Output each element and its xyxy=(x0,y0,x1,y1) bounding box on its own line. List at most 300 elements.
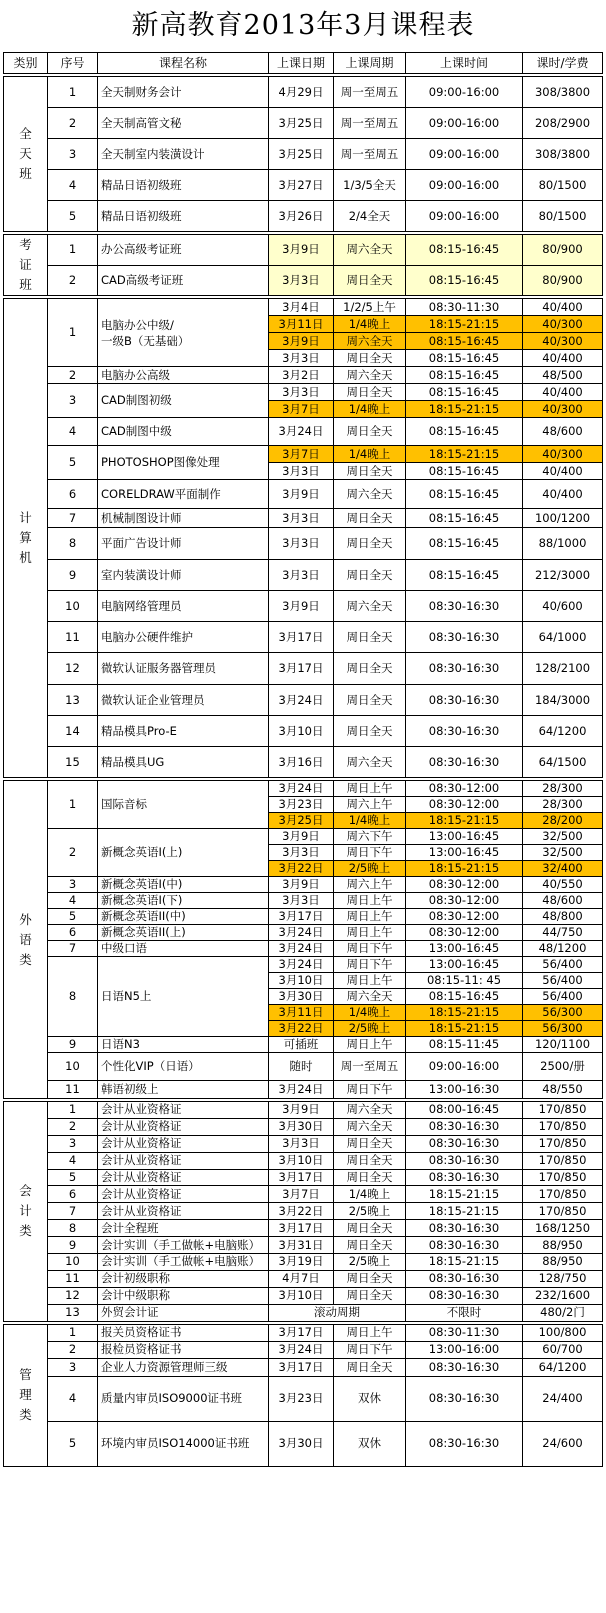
schedule-cell: 周日上午 xyxy=(334,781,406,797)
course-name-cell: 办公高级考证班 xyxy=(98,235,269,266)
start-date-cell: 3月25日 xyxy=(269,108,334,139)
table-row xyxy=(4,108,603,139)
start-date-cell: 随时 xyxy=(269,1053,334,1081)
hours-fee-cell: 48/600 xyxy=(523,893,603,909)
schedule-cell: 周日全天 xyxy=(334,716,406,747)
category-char: 理 xyxy=(19,1387,32,1403)
course-name-cell: 电脑办公高级 xyxy=(98,367,269,384)
schedule-cell: 周日全天 xyxy=(334,560,406,591)
schedule-cell: 周日上午 xyxy=(334,1324,406,1341)
hours-fee-cell: 56/300 xyxy=(523,1021,603,1037)
schedule-cell: 1/2/5上午 xyxy=(334,299,406,316)
course-number-cell: 3 xyxy=(48,877,98,893)
hours-fee-cell: 40/300 xyxy=(523,316,603,333)
table-row xyxy=(4,1376,603,1421)
table-row xyxy=(4,1081,603,1099)
course-number-cell: 1 xyxy=(48,1102,98,1119)
course-name-cell: 微软认证服务器管理员 xyxy=(98,653,269,685)
category-char: 算 xyxy=(19,530,32,545)
category-char: 全 xyxy=(19,126,32,141)
course-name-cell: CORELDRAW平面制作 xyxy=(98,480,269,509)
course-number-cell: 7 xyxy=(48,509,98,528)
hours-fee-cell: 64/1200 xyxy=(523,716,603,747)
hours-fee-cell: 212/3000 xyxy=(523,560,603,591)
course-name-cell: 新概念英语I(上) xyxy=(98,829,269,877)
table-row xyxy=(4,418,603,446)
table-row xyxy=(4,201,603,232)
hours-fee-cell: 60/700 xyxy=(523,1341,603,1358)
class-time-cell: 09:00-16:00 xyxy=(406,170,523,201)
schedule-cell: 周日全天 xyxy=(334,1270,406,1287)
hours-fee-cell: 48/600 xyxy=(523,418,603,446)
start-date-cell: 3月17日 xyxy=(269,1324,334,1341)
table-row xyxy=(4,957,603,973)
table-row xyxy=(4,1186,603,1203)
start-date-cell: 3月3日 xyxy=(269,845,334,861)
course-number-cell: 15 xyxy=(48,747,98,778)
course-name-cell: 报关员资格证书 xyxy=(98,1324,269,1341)
table-row xyxy=(4,1037,603,1053)
table-row xyxy=(4,781,603,797)
hours-fee-cell: 232/1600 xyxy=(523,1287,603,1304)
schedule-cell: 2/5晚上 xyxy=(334,1203,406,1220)
course-name-cell: 个性化VIP（日语） xyxy=(98,1053,269,1081)
start-date-cell: 3月7日 xyxy=(269,446,334,463)
table-row xyxy=(4,1341,603,1358)
course-name-cell: 新概念英语I(中) xyxy=(98,877,269,893)
category-cell xyxy=(4,299,48,778)
category-char: 计 xyxy=(19,510,32,525)
hours-fee-cell: 40/400 xyxy=(523,384,603,401)
column-header-schedule: 上课周期 xyxy=(334,53,406,74)
schedule-cell: 周一至周五 xyxy=(334,108,406,139)
course-number-cell: 4 xyxy=(48,893,98,909)
table-row xyxy=(4,685,603,716)
course-name-cell: 日语N3 xyxy=(98,1037,269,1053)
table-row xyxy=(4,1421,603,1466)
start-date-cell: 3月10日 xyxy=(269,1287,334,1304)
schedule-cell: 周日全天 xyxy=(334,1169,406,1186)
start-date-cell: 3月25日 xyxy=(269,139,334,170)
class-time-cell: 08:15-16:45 xyxy=(406,418,523,446)
class-time-cell: 13:00-16:30 xyxy=(406,1081,523,1099)
start-date-cell: 3月24日 xyxy=(269,1341,334,1358)
category-cell xyxy=(4,235,48,296)
start-date-cell: 3月22日 xyxy=(269,1021,334,1037)
schedule-cell: 周六全天 xyxy=(334,367,406,384)
class-time-cell: 08:30-16:30 xyxy=(406,685,523,716)
start-date-cell: 3月26日 xyxy=(269,201,334,232)
course-number-cell: 14 xyxy=(48,716,98,747)
course-name-cell: 新概念英语II(中) xyxy=(98,909,269,925)
schedule-cell: 周六全天 xyxy=(334,235,406,266)
course-number-cell: 4 xyxy=(48,418,98,446)
course-name-cell: 精品日语初级班 xyxy=(98,170,269,201)
class-time-cell: 18:15-21:15 xyxy=(406,813,523,829)
class-time-cell: 08:30-16:30 xyxy=(406,1152,523,1169)
schedule-cell: 周日全天 xyxy=(334,1358,406,1376)
table-row xyxy=(4,170,603,201)
course-name-cell: CAD高级考证班 xyxy=(98,265,269,296)
hours-fee-cell: 32/500 xyxy=(523,845,603,861)
class-time-cell: 08:15-16:45 xyxy=(406,350,523,367)
course-number-cell: 2 xyxy=(48,1341,98,1358)
class-time-cell: 不限时 xyxy=(406,1304,523,1321)
table-row xyxy=(4,1304,603,1321)
start-date-cell: 3月17日 xyxy=(269,622,334,653)
table-row xyxy=(4,1169,603,1186)
class-time-cell: 13:00-16:00 xyxy=(406,1341,523,1358)
course-number-cell: 7 xyxy=(48,941,98,957)
class-time-cell: 08:30-12:00 xyxy=(406,781,523,797)
course-name-cell: 精品日语初级班 xyxy=(98,201,269,232)
schedule-cell: 周日下午 xyxy=(334,1081,406,1099)
hours-fee-cell: 308/3800 xyxy=(523,77,603,108)
start-date-cell: 3月2日 xyxy=(269,367,334,384)
class-time-cell: 08:30-16:30 xyxy=(406,1118,523,1135)
schedule-cell: 周日全天 xyxy=(334,265,406,296)
course-number-cell: 2 xyxy=(48,829,98,877)
course-number-cell: 13 xyxy=(48,685,98,716)
start-date-cell: 3月24日 xyxy=(269,418,334,446)
table-row xyxy=(4,299,603,316)
hours-fee-cell: 208/2900 xyxy=(523,108,603,139)
column-header-hours-fee: 课时/学费 xyxy=(523,53,603,74)
start-date-cell: 3月23日 xyxy=(269,1376,334,1421)
class-time-cell: 18:15-21:15 xyxy=(406,1021,523,1037)
schedule-cell: 周六上午 xyxy=(334,797,406,813)
table-row xyxy=(4,528,603,560)
schedule-cell: 周日全天 xyxy=(334,418,406,446)
table-row xyxy=(4,893,603,909)
class-time-cell: 08:30-12:00 xyxy=(406,893,523,909)
category-cell xyxy=(4,781,48,1099)
course-number-cell: 11 xyxy=(48,622,98,653)
hours-fee-cell: 88/950 xyxy=(523,1254,603,1271)
start-date-cell: 3月3日 xyxy=(269,560,334,591)
category-char: 证 xyxy=(19,257,32,272)
start-date-cell: 3月27日 xyxy=(269,170,334,201)
hours-fee-cell: 28/300 xyxy=(523,797,603,813)
start-date-cell: 3月31日 xyxy=(269,1237,334,1254)
category-char: 班 xyxy=(19,277,32,292)
course-name-cell: 韩语初级上 xyxy=(98,1081,269,1099)
class-time-cell: 08:30-12:00 xyxy=(406,877,523,893)
schedule-cell: 2/5晚上 xyxy=(334,1254,406,1271)
class-time-cell: 08:15-16:45 xyxy=(406,367,523,384)
hours-fee-cell: 64/1200 xyxy=(523,1358,603,1376)
schedule-cell: 周六上午 xyxy=(334,877,406,893)
course-number-cell: 5 xyxy=(48,1421,98,1466)
class-time-cell: 13:00-16:45 xyxy=(406,845,523,861)
hours-fee-cell: 64/1000 xyxy=(523,622,603,653)
table-row xyxy=(4,446,603,463)
table-row xyxy=(4,480,603,509)
table-row xyxy=(4,925,603,941)
category-char: 外 xyxy=(19,911,32,927)
hours-fee-cell: 80/900 xyxy=(523,265,603,296)
hours-fee-cell: 170/850 xyxy=(523,1152,603,1169)
hours-fee-cell: 170/850 xyxy=(523,1118,603,1135)
schedule-cell: 周日下午 xyxy=(334,941,406,957)
class-time-cell: 18:15-21:15 xyxy=(406,861,523,877)
table-row xyxy=(4,1118,603,1135)
class-time-cell: 18:15-21:15 xyxy=(406,316,523,333)
start-date-cell: 3月11日 xyxy=(269,316,334,333)
hours-fee-cell: 48/500 xyxy=(523,367,603,384)
hours-fee-cell: 32/500 xyxy=(523,829,603,845)
course-name-cell: 质量内审员ISO9000证书班 xyxy=(98,1376,269,1421)
start-date-cell: 3月24日 xyxy=(269,685,334,716)
course-name-cell: 会计从业资格证 xyxy=(98,1186,269,1203)
schedule-cell: 周六全天 xyxy=(334,333,406,350)
course-name-cell: 会计实训（手工做帐+电脑账） xyxy=(98,1254,269,1271)
class-time-cell: 08:15-16:45 xyxy=(406,480,523,509)
course-name-cell: 会计从业资格证 xyxy=(98,1118,269,1135)
course-name-line: 一级B（无基础） xyxy=(101,333,190,348)
course-name-cell: 全天制财务会计 xyxy=(98,77,269,108)
table-row xyxy=(4,909,603,925)
course-name-cell: 全天制室内装潢设计 xyxy=(98,139,269,170)
class-time-cell: 08:30-16:30 xyxy=(406,1237,523,1254)
course-number-cell: 4 xyxy=(48,1152,98,1169)
start-date-cell: 3月24日 xyxy=(269,941,334,957)
column-header-number: 序号 xyxy=(48,53,98,74)
hours-fee-cell: 170/850 xyxy=(523,1203,603,1220)
hours-fee-cell: 40/400 xyxy=(523,480,603,509)
start-date-cell: 3月3日 xyxy=(269,509,334,528)
hours-fee-cell: 40/400 xyxy=(523,463,603,480)
class-time-cell: 08:00-16:45 xyxy=(406,1102,523,1119)
class-time-cell: 08:15-16:45 xyxy=(406,560,523,591)
table-row xyxy=(4,877,603,893)
hours-fee-cell: 40/300 xyxy=(523,446,603,463)
schedule-cell: 周日全天 xyxy=(334,1237,406,1254)
class-time-cell: 09:00-16:00 xyxy=(406,1053,523,1081)
course-name-cell: 新概念英语I(下) xyxy=(98,893,269,909)
category-char: 类 xyxy=(19,1407,32,1423)
course-number-cell: 9 xyxy=(48,1037,98,1053)
class-time-cell: 13:00-16:45 xyxy=(406,957,523,973)
start-date-cell: 3月9日 xyxy=(269,480,334,509)
category-cell xyxy=(4,77,48,232)
schedule-cell: 周日全天 xyxy=(334,653,406,685)
start-date-cell: 3月24日 xyxy=(269,1081,334,1099)
start-date-cell: 3月3日 xyxy=(269,463,334,480)
course-number-cell: 3 xyxy=(48,139,98,170)
start-date-cell: 3月30日 xyxy=(269,1421,334,1466)
start-date-cell: 3月10日 xyxy=(269,973,334,989)
course-name-cell: 会计从业资格证 xyxy=(98,1152,269,1169)
course-number-cell: 6 xyxy=(48,925,98,941)
start-date-cell: 3月10日 xyxy=(269,1152,334,1169)
start-date-cell: 3月17日 xyxy=(269,653,334,685)
course-number-cell: 5 xyxy=(48,1169,98,1186)
course-number-cell: 13 xyxy=(48,1304,98,1321)
course-number-cell: 12 xyxy=(48,653,98,685)
category-char: 会 xyxy=(19,1183,32,1199)
course-name-cell: 会计中级职称 xyxy=(98,1287,269,1304)
course-number-cell: 9 xyxy=(48,560,98,591)
start-date-cell: 3月11日 xyxy=(269,1005,334,1021)
class-time-cell: 18:15-21:15 xyxy=(406,1254,523,1271)
hours-fee-cell: 170/850 xyxy=(523,1135,603,1152)
hours-fee-cell: 184/3000 xyxy=(523,685,603,716)
class-time-cell: 08:30-16:30 xyxy=(406,1358,523,1376)
start-date-cell: 3月9日 xyxy=(269,333,334,350)
column-header-course-name: 课程名称 xyxy=(98,53,269,74)
category-char: 天 xyxy=(19,146,32,161)
class-time-cell: 09:00-16:00 xyxy=(406,139,523,170)
table-row xyxy=(4,1152,603,1169)
start-date-cell: 3月7日 xyxy=(269,1186,334,1203)
schedule-cell: 周六全天 xyxy=(334,747,406,778)
course-name-cell: 报检员资格证书 xyxy=(98,1341,269,1358)
schedule-cell: 周日全天 xyxy=(334,1135,406,1152)
schedule-cell: 1/4晚上 xyxy=(334,813,406,829)
schedule-cell: 1/3/5全天 xyxy=(334,170,406,201)
hours-fee-cell: 40/300 xyxy=(523,401,603,418)
start-date-cell: 3月9日 xyxy=(269,1102,334,1119)
class-time-cell: 08:15-16:45 xyxy=(406,384,523,401)
class-time-cell: 08:15-16:45 xyxy=(406,509,523,528)
class-time-cell: 08:30-16:30 xyxy=(406,653,523,685)
start-date-cell: 3月7日 xyxy=(269,401,334,418)
class-time-cell: 08:30-16:30 xyxy=(406,1220,523,1237)
table-row xyxy=(4,1270,603,1287)
course-name-cell: 会计从业资格证 xyxy=(98,1169,269,1186)
class-time-cell: 09:00-16:00 xyxy=(406,77,523,108)
category-char: 计 xyxy=(19,1203,32,1219)
class-time-cell: 09:00-16:00 xyxy=(406,201,523,232)
schedule-cell: 周日全天 xyxy=(334,384,406,401)
class-time-cell: 08:30-12:00 xyxy=(406,797,523,813)
schedule-cell: 周一至周五 xyxy=(334,1053,406,1081)
table-row xyxy=(4,367,603,384)
course-name-cell: 平面广告设计师 xyxy=(98,528,269,560)
class-time-cell: 18:15-21:15 xyxy=(406,401,523,418)
course-name-cell: 新概念英语II(上) xyxy=(98,925,269,941)
hours-fee-cell: 100/1200 xyxy=(523,509,603,528)
category-char: 语 xyxy=(19,931,32,947)
course-name-cell: PHOTOSHOP图像处理 xyxy=(98,446,269,480)
hours-fee-cell: 40/550 xyxy=(523,877,603,893)
schedule-cell: 周日上午 xyxy=(334,893,406,909)
course-table xyxy=(3,52,603,1467)
table-row xyxy=(4,1358,603,1376)
course-name-cell: 室内装潢设计师 xyxy=(98,560,269,591)
course-name-cell: 会计初级职称 xyxy=(98,1270,269,1287)
class-time-cell: 13:00-16:45 xyxy=(406,941,523,957)
course-name-cell: 企业人力资源管理师三级 xyxy=(98,1358,269,1376)
table-row xyxy=(4,1254,603,1271)
schedule-cell: 周日下午 xyxy=(334,1341,406,1358)
hours-fee-cell: 80/900 xyxy=(523,235,603,266)
start-date-cell: 可插班 xyxy=(269,1037,334,1053)
start-date-cell: 3月16日 xyxy=(269,747,334,778)
table-row xyxy=(4,591,603,622)
start-date-cell: 3月9日 xyxy=(269,591,334,622)
course-number-cell: 2 xyxy=(48,367,98,384)
start-date-cell: 3月24日 xyxy=(269,957,334,973)
schedule-cell: 周日全天 xyxy=(334,685,406,716)
course-number-cell: 3 xyxy=(48,1358,98,1376)
hours-fee-cell: 56/400 xyxy=(523,989,603,1005)
start-date-cell: 3月3日 xyxy=(269,893,334,909)
class-time-cell: 08:30-16:30 xyxy=(406,747,523,778)
table-row xyxy=(4,77,603,108)
schedule-cell: 双休 xyxy=(334,1376,406,1421)
class-time-cell: 08:15-11: 45 xyxy=(406,973,523,989)
class-time-cell: 08:15-16:45 xyxy=(406,989,523,1005)
table-row xyxy=(4,747,603,778)
table-row xyxy=(4,1287,603,1304)
hours-fee-cell: 28/300 xyxy=(523,781,603,797)
hours-fee-cell: 88/950 xyxy=(523,1237,603,1254)
course-number-cell: 8 xyxy=(48,957,98,1037)
schedule-cell: 周六全天 xyxy=(334,1102,406,1119)
course-name-cell: 全天制高管文秘 xyxy=(98,108,269,139)
course-number-cell: 12 xyxy=(48,1287,98,1304)
start-date-cell: 3月3日 xyxy=(269,1135,334,1152)
schedule-cell: 周日上午 xyxy=(334,909,406,925)
schedule-cell: 周一至周五 xyxy=(334,77,406,108)
class-time-cell: 08:30-11:30 xyxy=(406,1324,523,1341)
start-date-cell: 3月24日 xyxy=(269,925,334,941)
table-row xyxy=(4,235,603,266)
hours-fee-cell: 480/2门 xyxy=(523,1304,603,1321)
class-time-cell: 08:30-16:30 xyxy=(406,1270,523,1287)
class-time-cell: 08:30-16:30 xyxy=(406,1376,523,1421)
course-number-cell: 6 xyxy=(48,480,98,509)
course-number-cell: 2 xyxy=(48,265,98,296)
course-name-cell: 日语N5上 xyxy=(98,957,269,1037)
start-date-cell: 3月22日 xyxy=(269,1203,334,1220)
schedule-cell: 周日全天 xyxy=(334,463,406,480)
schedule-cell: 1/4晚上 xyxy=(334,446,406,463)
category-cell xyxy=(4,1324,48,1466)
table-row xyxy=(4,265,603,296)
schedule-cell: 周日全天 xyxy=(334,1220,406,1237)
start-date-cell: 4月7日 xyxy=(269,1270,334,1287)
hours-fee-cell: 32/400 xyxy=(523,861,603,877)
class-time-cell: 08:15-16:45 xyxy=(406,333,523,350)
course-number-cell: 10 xyxy=(48,1254,98,1271)
course-name-cell: 中级口语 xyxy=(98,941,269,957)
course-name-cell: 会计全程班 xyxy=(98,1220,269,1237)
course-name-cell: 环境内审员ISO14000证书班 xyxy=(98,1421,269,1466)
start-date-cell: 3月9日 xyxy=(269,877,334,893)
course-name-cell: CAD制图中级 xyxy=(98,418,269,446)
course-number-cell: 10 xyxy=(48,591,98,622)
class-time-cell: 08:30-16:30 xyxy=(406,716,523,747)
hours-fee-cell: 40/300 xyxy=(523,333,603,350)
hours-fee-cell: 44/750 xyxy=(523,925,603,941)
start-date-cell: 3月3日 xyxy=(269,265,334,296)
schedule-cell: 周日全天 xyxy=(334,350,406,367)
hours-fee-cell: 56/400 xyxy=(523,973,603,989)
schedule-cell: 周六全天 xyxy=(334,1118,406,1135)
table-row xyxy=(4,941,603,957)
start-date-cell: 3月4日 xyxy=(269,299,334,316)
course-name-cell: 会计从业资格证 xyxy=(98,1135,269,1152)
hours-fee-cell: 100/800 xyxy=(523,1324,603,1341)
class-time-cell: 08:30-16:30 xyxy=(406,1421,523,1466)
course-number-cell: 5 xyxy=(48,446,98,480)
course-name-cell: 精品模具UG xyxy=(98,747,269,778)
category-char: 机 xyxy=(19,550,32,565)
category-char: 考 xyxy=(19,237,32,252)
